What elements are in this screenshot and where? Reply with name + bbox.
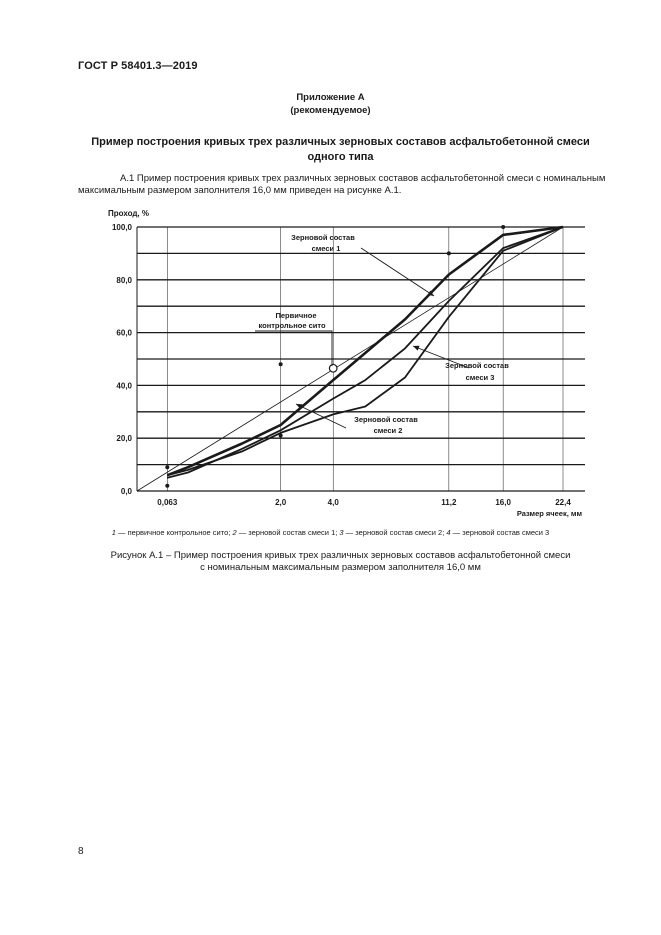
figure-caption-line1: Рисунок А.1 – Пример построения кривых трех различных зерновых составов асфальтобетонной смеси — [110, 550, 571, 561]
primary-sieve-label-line2: контрольное сито — [258, 321, 326, 330]
control-point — [501, 225, 505, 229]
y-tick-label: 0,0 — [120, 487, 132, 496]
mix3-label-line2: смеси 3 — [465, 373, 495, 382]
y-tick-label: 20,0 — [116, 434, 132, 444]
x-tick-label: 16,0 — [495, 498, 511, 507]
mix1-label-line1: Зерновой состав — [291, 233, 355, 242]
legend-key-4: 4 — [446, 528, 451, 537]
figure-caption-line2: с номинальным максимальным размером заполнителя 16,0 мм — [200, 562, 481, 573]
chart-callouts — [255, 248, 469, 428]
y-tick-label: 80,0 — [116, 275, 132, 285]
legend-text-2: — зерновой состав смеси 1; — [236, 528, 340, 537]
x-tick-label: 22,4 — [555, 498, 571, 507]
legend-text-3: — зерновой состав смеси 2; — [343, 528, 447, 537]
chart-control-points — [165, 225, 505, 488]
figure-legend — [0, 528, 661, 537]
chart-gridlines — [137, 227, 585, 491]
y-axis-label: Проход, % — [108, 209, 149, 218]
document-code: ГОСТ Р 58401.3—2019 — [78, 60, 198, 72]
mix1-leader — [361, 248, 434, 296]
legend-key-2: 2 — [232, 528, 237, 537]
y-tick-label: 60,0 — [116, 328, 132, 338]
legend-key-1: 1 — [111, 528, 116, 537]
x-tick-label: 0,063 — [157, 498, 178, 507]
mix3-leader-head — [413, 346, 420, 351]
x-tick-label: 11,2 — [441, 498, 457, 507]
mix3-label-line1: Зерновой состав — [445, 361, 509, 370]
control-point — [165, 465, 169, 469]
primary-sieve-leader — [255, 331, 332, 366]
mix2-label-line1: Зерновой состав — [354, 415, 418, 424]
x-tick-label: 4,0 — [327, 498, 339, 507]
primary-sieve-label-line1: Первичное — [275, 311, 317, 320]
intro-paragraph: А.1 Пример построения кривых трех различных зерновых составов асфальтобетонной смеси с номинальным максимальным размером заполнителя 16,0 мм приведен на рисунке А.1. — [78, 173, 606, 196]
primary-control-sieve-marker — [329, 364, 337, 372]
control-point — [279, 434, 283, 438]
legend-key-3: 3 — [339, 528, 344, 537]
annex-status: (рекомендуемое) — [290, 105, 371, 116]
section-title-line2: одного типа — [307, 151, 374, 163]
y-tick-label: 40,0 — [116, 381, 132, 391]
y-tick-label: 100,0 — [111, 223, 132, 232]
legend-text-1: — первичное контрольное сито; — [115, 528, 233, 537]
page-number: 8 — [78, 846, 84, 857]
mix2-label-line2: смеси 2 — [373, 426, 403, 435]
x-axis-label: Размер ячеек, мм — [516, 509, 582, 518]
legend-text-4: — зерновой состав смеси 3 — [450, 528, 550, 537]
control-point — [165, 484, 169, 488]
x-tick-label: 2,0 — [275, 498, 287, 507]
annex-title: Приложение А — [296, 92, 365, 103]
section-title-line1: Пример построения кривых трех различных зерновых составов асфальтобетонной смеси — [91, 136, 590, 148]
mix1-label-line2: смеси 1 — [311, 244, 341, 253]
control-point — [279, 362, 283, 366]
figure-caption — [60, 550, 621, 574]
control-point — [447, 251, 451, 255]
